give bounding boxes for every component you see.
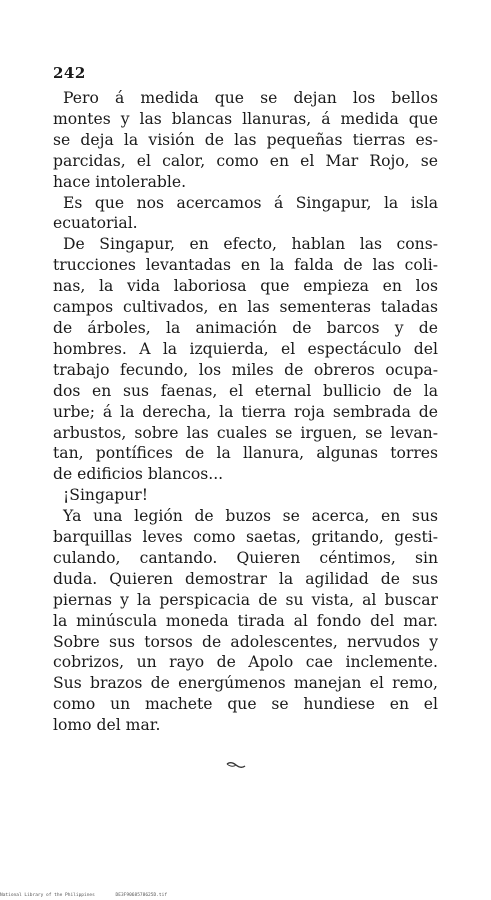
text-line: de edificios blancos...	[53, 465, 224, 484]
text-line: Sobre sus torsos de adolescentes, nervudos y	[53, 632, 438, 651]
end-ornament-icon	[226, 760, 246, 770]
text-line: Sus brazos de energúmenos manejan el remo,	[53, 674, 438, 693]
text-line: ¡Singapur!	[63, 486, 149, 505]
text-line: hombres. A la izquierda, el espectáculo del	[53, 339, 438, 358]
text-line: duda. Quieren demostrar la agilidad de sus	[53, 569, 438, 588]
body-text	[53, 88, 438, 736]
text-line: de árboles, la animación de barcos y de	[53, 318, 438, 337]
text-line: ecuatorial.	[53, 214, 138, 233]
text-line: arbustos, sobre las cuales se irguen, se levan-	[53, 423, 438, 442]
text-line: montes y las blancas llanuras, á medida que	[53, 109, 438, 128]
scan-footer	[0, 893, 185, 898]
text-line: se deja la visión de las pequeñas tierras es-	[53, 130, 438, 149]
text-line: tan, pontífices de la llanura, algunas torres	[53, 444, 438, 463]
text-line: Es que nos acercamos á Singapur, la isla	[63, 193, 438, 212]
text-line: dos en sus faenas, el eternal bullicio de la	[53, 381, 438, 400]
text-line: piernas y la perspicacia de su vista, al buscar	[53, 590, 438, 609]
footer-library: National Library of the Philippines	[0, 893, 95, 898]
text-line: De Singapur, en efecto, hablan las cons-	[63, 235, 438, 254]
text-line: parcidas, el calor, como en el Mar Rojo, se	[53, 151, 438, 170]
text-line: nas, la vida laboriosa que empieza en los	[53, 277, 438, 296]
text-line: Pero á medida que se dejan los bellos	[63, 89, 438, 107]
text-line: barquillas leves como saetas, gritando, gesti-	[53, 528, 438, 547]
text-line: urbe; á la derecha, la tierra roja sembrada de	[53, 402, 438, 421]
text-line: campos cultivados, en las sementeras taladas	[53, 298, 438, 317]
text-line: lomo del mar.	[53, 716, 161, 735]
text-line: como un machete que se hundiese en el	[53, 695, 438, 714]
text-line: la minúscula moneda tirada al fondo del mar.	[53, 611, 438, 630]
text-line: cobrizos, un rayo de Apolo cae inclemente.	[53, 653, 438, 672]
text-line: trabajo fecundo, los miles de obreros ocupa-	[53, 360, 438, 379]
footer-code: DE3F9068578625D.tif	[115, 893, 168, 898]
page-number: 242	[53, 64, 86, 82]
text-line: hace intolerable.	[53, 172, 187, 191]
text-line: trucciones levantadas en la falda de las coli-	[53, 256, 438, 275]
text-line: Ya una legión de buzos se acerca, en sus	[63, 507, 438, 526]
text-line: culando, cantando. Quieren céntimos, sin	[53, 548, 438, 567]
